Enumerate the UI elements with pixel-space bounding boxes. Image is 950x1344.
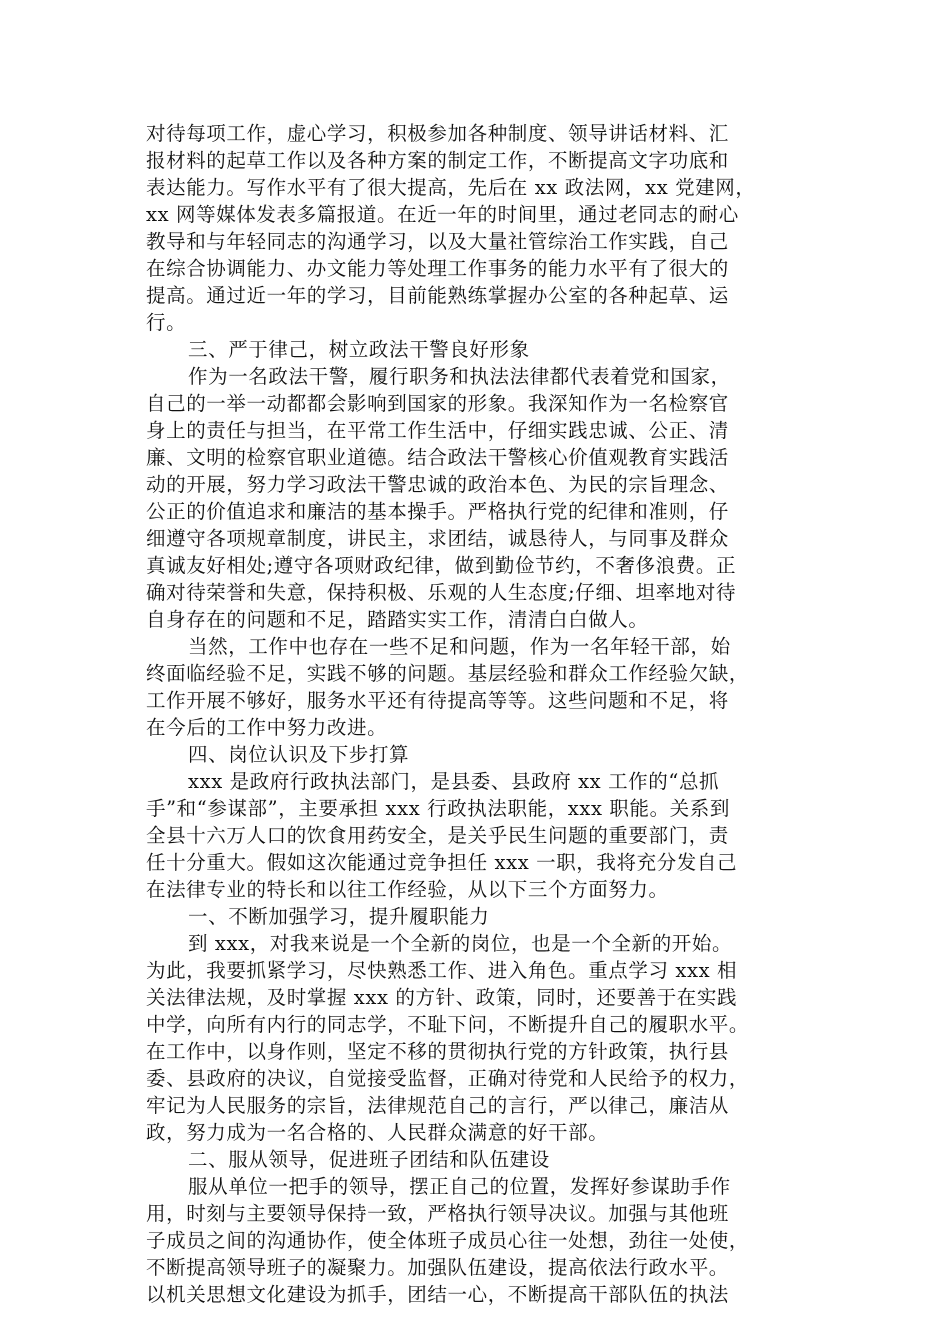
text-line: 作为一名政法干警，履行职务和执法法律都代表着党和国家， [188, 365, 731, 388]
text-line: 服从单位一把手的领导，摆正自己的位置，发挥好参谋助手作 [188, 1175, 731, 1198]
text-line: 三、严于律己，树立政法干警良好形象 [188, 338, 530, 361]
text-line: 四、岗位认识及下步打算 [188, 743, 410, 766]
text-line: 一、不断加强学习，提升履职能力 [188, 905, 490, 928]
text-line: 不断提高领导班子的凝聚力。加强队伍建设，提高依法行政水平。 [146, 1256, 729, 1279]
text-line: 牢记为人民服务的宗旨，法律规范自己的言行，严以律己，廉洁从 [146, 1094, 729, 1117]
text-line: 当然，工作中也存在一些不足和问题，作为一名年轻干部，始 [188, 635, 731, 658]
text-line: 终面临经验不足，实践不够的问题。基层经验和群众工作经验欠缺， [146, 662, 750, 685]
text-line: 手”和“参谋部”，主要承担 xxx 行政执法职能，xxx 职能。关系到 [146, 797, 730, 820]
text-line: 表达能力。写作水平有了很大提高，先后在 xx 政法网，xx 党建网， [146, 176, 756, 199]
text-line: 自身存在的问题和不足，踏踏实实工作，清清白白做人。 [146, 608, 649, 631]
text-line: 真诚友好相处;遵守各项财政纪律，做到勤俭节约，不奢侈浪费。正 [146, 554, 737, 577]
text-line: 委、县政府的决议，自觉接受监督，正确对待党和人民给予的权力， [146, 1067, 750, 1090]
text-line: xxx 是政府行政执法部门，是县委、县政府 xx 工作的“总抓 [188, 770, 720, 793]
text-line: 提高。通过近一年的学习，目前能熟练掌握办公室的各种起草、运 [146, 284, 729, 307]
text-line: 子成员之间的沟通协作，使全体班子成员心往一处想，劲往一处使， [146, 1229, 750, 1252]
text-line: 在综合协调能力、办文能力等处理工作事务的能力水平有了很大的 [146, 257, 729, 280]
text-line: 在法律专业的特长和以往工作经验，从以下三个方面努力。 [146, 878, 669, 901]
text-line: 身上的责任与担当，在平常工作生活中，仔细实践忠诚、公正、清 [146, 419, 729, 442]
text-line: 为此，我要抓紧学习，尽快熟悉工作、进入角色。重点学习 xxx 相 [146, 959, 738, 982]
text-line: 确对待荣誉和失意，保持积极、乐观的人生态度;仔细、坦率地对待 [146, 581, 737, 604]
text-line: 到 xxx，对我来说是一个全新的岗位，也是一个全新的开始。 [188, 932, 733, 955]
text-line: 在工作中，以身作则，坚定不移的贯彻执行党的方针政策，执行县 [146, 1040, 729, 1063]
text-line: 动的开展，努力学习政法干警忠诚的政治本色、为民的宗旨理念、 [146, 473, 729, 496]
text-line: 以机关思想文化建设为抓手，团结一心，不断提高干部队伍的执法 [146, 1283, 729, 1306]
text-line: 报材料的起草工作以及各种方案的制定工作，不断提高文字功底和 [146, 149, 729, 172]
text-line: 对待每项工作，虚心学习，积极参加各种制度、领导讲话材料、汇 [146, 122, 729, 145]
text-line: 用，时刻与主要领导保持一致，严格执行领导决议。加强与其他班 [146, 1202, 729, 1225]
document-body [146, 120, 806, 1308]
text-line: xx 网等媒体发表多篇报道。在近一年的时间里，通过老同志的耐心 [146, 203, 739, 226]
text-line: 工作开展不够好，服务水平还有待提高等等。这些问题和不足，将 [146, 689, 729, 712]
text-line: 在今后的工作中努力改进。 [146, 716, 388, 739]
text-line: 关法律法规，及时掌握 xxx 的方针、政策，同时，还要善于在实践 [146, 986, 738, 1009]
text-line: 政，努力成为一名合格的、人民群众满意的好干部。 [146, 1121, 609, 1144]
text-line: 全县十六万人口的饮食用药安全，是关乎民生问题的重要部门，责 [146, 824, 729, 847]
text-line: 教导和与年轻同志的沟通学习，以及大量社管综治工作实践，自己 [146, 230, 729, 253]
text-line: 廉、文明的检察官职业道德。结合政法干警核心价值观教育实践活 [146, 446, 729, 469]
text-line: 行。 [146, 311, 187, 334]
text-line: 细遵守各项规章制度，讲民主，求团结，诚恳待人，与同事及群众 [146, 527, 729, 550]
text-line: 二、服从领导，促进班子团结和队伍建设 [188, 1148, 550, 1171]
text-line: 中学，向所有内行的同志学，不耻下问，不断提升自己的履职水平。 [146, 1013, 750, 1036]
text-line: 任十分重大。假如这次能通过竞争担任 xxx 一职，我将充分发自己 [146, 851, 738, 874]
text-line: 公正的价值追求和廉洁的基本操手。严格执行党的纪律和准则，仔 [146, 500, 729, 523]
text-line: 自己的一举一动都都会影响到国家的形象。我深知作为一名检察官 [146, 392, 729, 415]
